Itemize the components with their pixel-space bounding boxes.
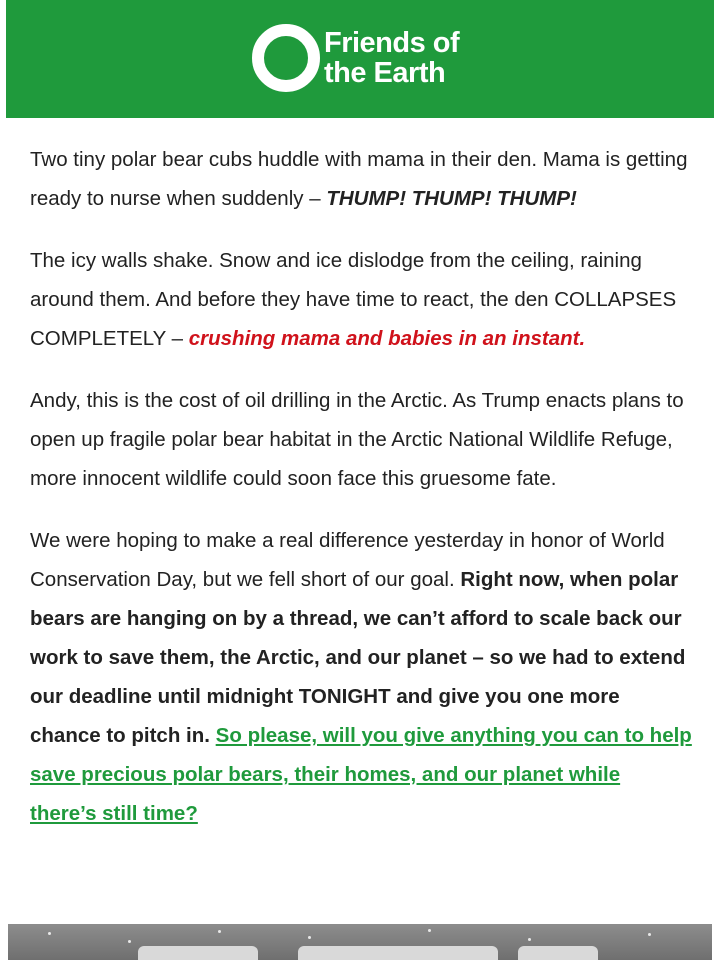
snow-speck xyxy=(648,933,651,936)
friends-of-the-earth-logo[interactable] xyxy=(252,26,459,90)
email-body xyxy=(30,140,692,856)
paragraph-3: Andy, this is the cost of oil drilling in the Arctic. As Trump enacts plans to open up fragile polar bear habitat in the Arctic National Wildlife Refuge, more innocent wildlife could soon face this gruesome fate. xyxy=(30,389,684,490)
bold-appeal: Right now, when polar bears are hanging on by a thread, we can’t afford to scale back our work to save them, the Arctic, and our planet – so we had to extend our deadline until midnight TONIGHT and give you one more chance to pitch in. xyxy=(30,568,686,747)
snow-speck xyxy=(308,936,311,939)
snow-speck xyxy=(528,938,531,941)
snow-speck xyxy=(428,929,431,932)
thump-emphasis: THUMP! THUMP! THUMP! xyxy=(326,187,577,210)
brand-line-1: Friends of xyxy=(324,27,460,59)
snow-speck xyxy=(218,930,221,933)
paragraph-4: We were hoping to make a real difference yesterday in honor of World Conservation Day, but we fell short of our goal. Right now, when polar bears are hanging on by a thread, we can’t afford to scale back our work to save them, the Arctic, and our planet – so we had to extend our deadline until midnight TONIGHT and give you one more chance to pitch in. So please, will you give anything you can to help save precious polar bears, their homes, and our planet while there’s still time? xyxy=(30,529,692,825)
logo-ring-icon xyxy=(252,24,320,92)
paragraph-1: Two tiny polar bear cubs huddle with mama in their den. Mama is getting ready to nurse when suddenly – THUMP! THUMP! THUMP! xyxy=(30,148,688,210)
header-banner xyxy=(6,0,714,118)
paragraph-2: The icy walls shake. Snow and ice dislodge from the ceiling, raining around them. And before they have time to react, the den COLLAPSES COMPLETELY – crushing mama and babies in an instant. xyxy=(30,249,677,350)
image-shape xyxy=(138,946,258,960)
snow-speck xyxy=(48,932,51,935)
image-shape xyxy=(518,946,598,960)
brand-line-2: the Earth xyxy=(324,57,446,89)
donate-link[interactable]: So please, will you give anything you can to help save precious polar bears, their homes, and our planet while there’s still time? xyxy=(30,724,692,825)
crushing-emphasis: crushing mama and babies in an instant. xyxy=(188,327,586,350)
hero-image[interactable] xyxy=(8,924,712,960)
snow-speck xyxy=(128,940,131,943)
image-shape xyxy=(298,946,498,960)
